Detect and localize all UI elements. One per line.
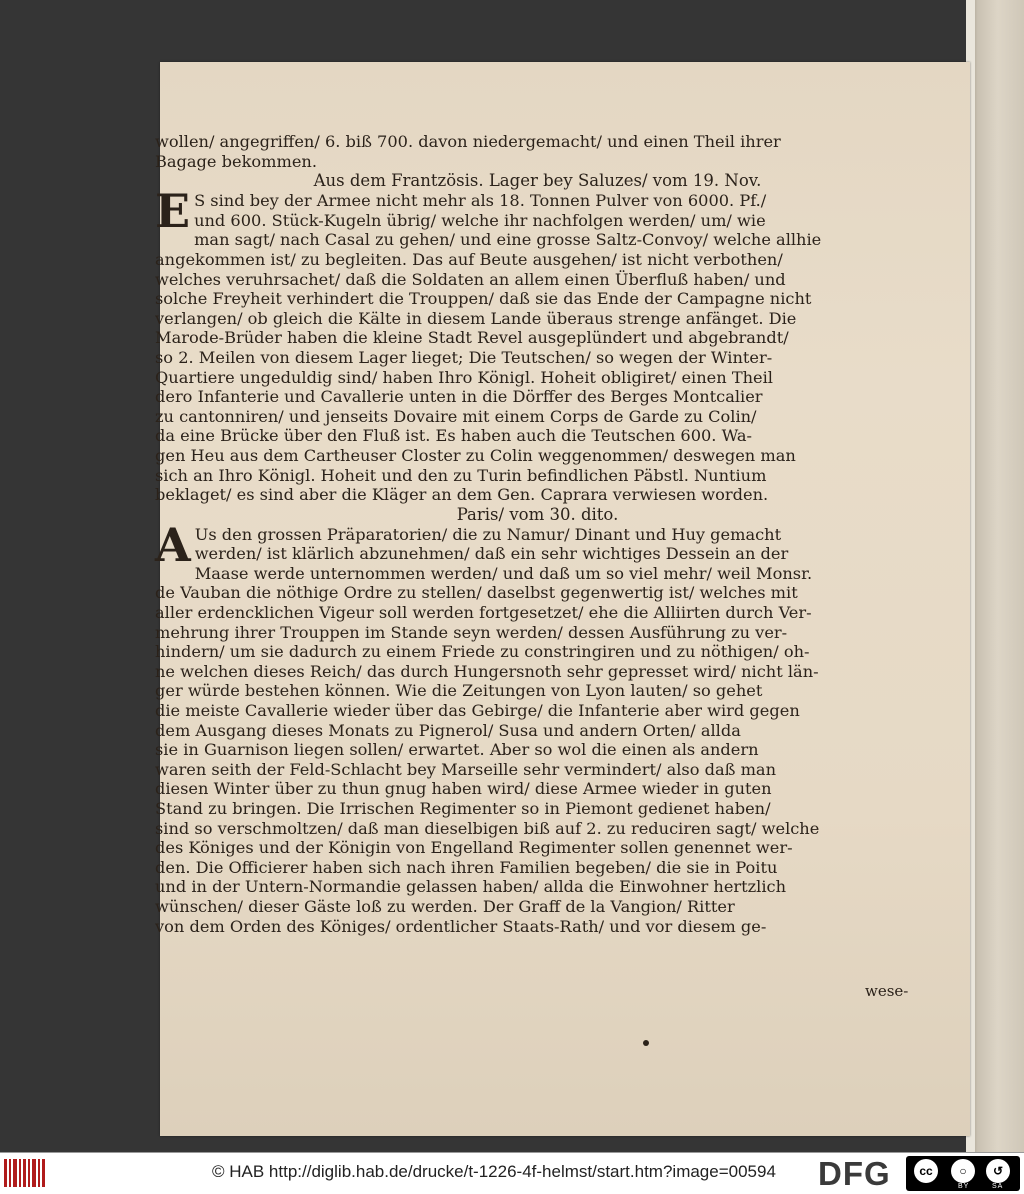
text-line: solche Freyheit verhindert die Trouppen/ daß sie das Ende der Campagne nicht: [155, 289, 812, 309]
text-line: Maase werde unternommen werden/ und daß um so viel mehr/ weil Monsr.: [194, 563, 813, 583]
adjacent-page-edge: [966, 0, 1024, 1152]
text-line: und in der Untern-Normandie gelassen haben/ allda die Einwohner hertzlich: [155, 877, 787, 897]
text-line: zu cantonniren/ und jenseits Dovaire mit einem Corps de Garde zu Colin/: [155, 406, 757, 426]
text-line: mehrung ihrer Trouppen im Stande seyn werden/ dessen Ausführung zu ver-: [155, 622, 788, 642]
cc-icon: cc: [914, 1159, 938, 1183]
text-line: de Vauban die nöthige Ordre zu stellen/ daselbst gegenwertig ist/ welches mit: [155, 583, 798, 603]
license-by-label: BY: [958, 1183, 970, 1190]
text-line: wollen/ angegriffen/ 6. biß 700. davon niedergemacht/ und einen Theil ihrer: [155, 132, 781, 151]
viewer-footer: [0, 1152, 1024, 1194]
page-mark: [643, 1040, 649, 1046]
text-line: werden/ ist klärlich abzunehmen/ daß ein sehr wichtiges Dessein an der: [194, 544, 789, 564]
text-line: welches veruhrsachet/ daß die Soldaten an allem einen Überfluß haben/ und: [155, 269, 786, 289]
drop-cap: E: [155, 184, 191, 239]
text-line: des Königes und der Königin von Engelland Regimenter sollen genennet wer-: [155, 838, 793, 858]
text-line: und 600. Stück-Kugeln übrig/ welche ihr nachfolgen werden/ um/ wie: [194, 210, 766, 230]
text-line: Stand zu bringen. Die Irrischen Regimenter so in Piemont gedienet haben/: [155, 799, 771, 818]
text-line: sich an Ihro Königl. Hoheit und den zu Turin befindlichen Päbstl. Nuntium: [155, 465, 767, 485]
text-line: dero Infanterie und Cavallerie unten in die Dörffer des Berges Montcalier: [155, 387, 763, 407]
text-line: Quartiere ungeduldig sind/ haben Ihro Königl. Hoheit obligiret/ einen Theil: [155, 367, 773, 387]
text-line: waren seith der Feld-Schlacht bey Marseille sehr vermindert/ also daß man: [155, 759, 777, 779]
text-line: die meiste Cavallerie wieder über das Gebirge/ die Infanterie aber wird gegen: [155, 701, 800, 721]
text-line: sind so verschmoltzen/ daß man dieselbigen biß auf 2. zu reduciren sagt/ welche: [155, 818, 820, 838]
dfg-logo[interactable]: DFG: [818, 1155, 891, 1192]
share-alike-icon: ↺: [986, 1159, 1010, 1183]
text-line: beklaget/ es sind aber die Kläger an dem Gen. Caprara verwiesen worden.: [155, 485, 769, 505]
text-line: dem Ausgang dieses Monats zu Pignerol/ Susa und andern Orten/ allda: [155, 720, 741, 740]
text-line: wünschen/ dieser Gäste loß zu werden. Der Graff de la Vangion/ Ritter: [155, 896, 735, 916]
page-text: [155, 132, 920, 936]
text-line: S sind bey der Armee nicht mehr als 18. Tonnen Pulver von 6000. Pf./: [194, 191, 767, 211]
catchword: wese-: [865, 982, 909, 1000]
text-line: angekommen ist/ zu begleiten. Das auf Beute ausgehen/ ist nicht verbothen/: [155, 249, 783, 269]
drop-cap: A: [155, 517, 191, 572]
paragraph: [155, 517, 920, 936]
section-heading: Aus dem Frantzösis. Lager bey Saluzes/ vom 19. Nov.: [313, 171, 762, 191]
section-heading: Paris/ vom 30. dito.: [456, 504, 619, 524]
text-line: den. Die Officierer haben sich nach ihren Familien begeben/ die sie in Poitu: [155, 857, 778, 877]
text-line: Us den grossen Präparatorien/ die zu Namur/ Dinant und Huy gemacht: [194, 524, 782, 544]
paragraph: [155, 184, 920, 505]
permalink[interactable]: © HAB http://diglib.hab.de/drucke/t-1226-4f-helmst/start.htm?image=00594: [212, 1162, 776, 1181]
text-line: da eine Brücke über den Fluß ist. Es haben auch die Teutschen 600. Wa-: [155, 426, 752, 446]
license-sa-label: SA: [992, 1183, 1004, 1190]
text-line: diesen Winter über zu thun gnug haben wird/ diese Armee wieder in guten: [155, 779, 772, 799]
text-line: man sagt/ nach Casal zu gehen/ und eine grosse Saltz-Convoy/ welche allhie: [194, 230, 822, 250]
text-line: aller erdencklichen Vigeur soll werden fortgesetzet/ ehe die Alliirten durch Ver-: [155, 603, 812, 623]
text-line: sie in Guarnison liegen sollen/ erwartet. Aber so wol die einen als andern: [155, 740, 759, 760]
attribution-icon: ○: [951, 1159, 975, 1183]
text-line: hindern/ um sie dadurch zu einem Friede zu constringiren und zu nöthigen/ oh-: [155, 642, 810, 662]
text-line: so 2. Meilen von diesem Lager lieget; Die Teutschen/ so wegen der Winter-: [155, 347, 773, 367]
text-line: verlangen/ ob gleich die Kälte in diesem Lande überaus strenge anfänget. Die: [155, 308, 797, 328]
text-line: Bagage bekommen.: [155, 151, 317, 171]
text-line: ne welchen dieses Reich/ das durch Hungersnoth sehr gepresset wird/ nicht län-: [155, 661, 819, 681]
barcode-icon: [4, 1159, 46, 1187]
cc-license-badge[interactable]: [906, 1156, 1020, 1191]
text-line: Marode-Brüder haben die kleine Stadt Revel ausgeplündert und abgebrandt/: [155, 328, 789, 348]
text-line: gen Heu aus dem Cartheuser Closter zu Colin weggenommen/ deswegen man: [155, 445, 796, 465]
text-line: ger würde bestehen können. Wie die Zeitungen von Lyon lauten/ so gehet: [155, 681, 763, 701]
text-line: von dem Orden des Königes/ ordentlicher Staats-Rath/ und vor diesem ge-: [155, 916, 767, 936]
